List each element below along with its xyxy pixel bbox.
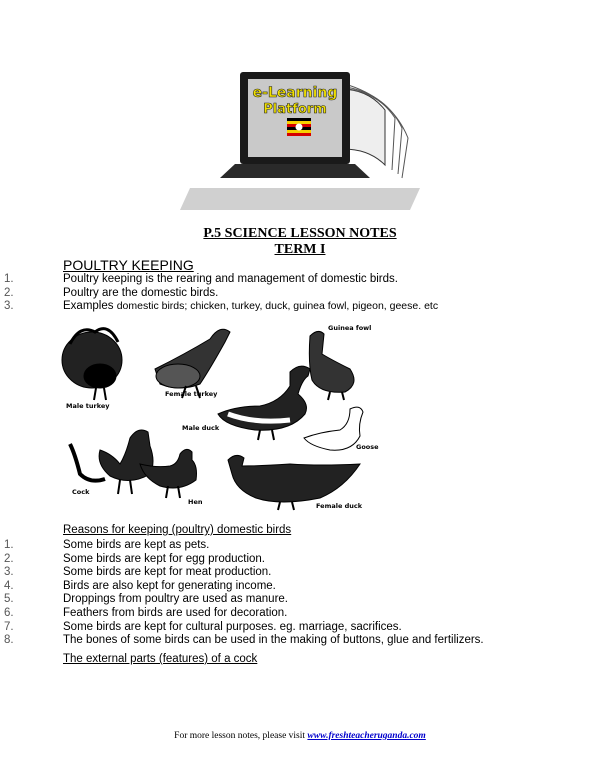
- goose-figure: [304, 407, 363, 450]
- list-item: 6. Feathers from birds are used for decoration.: [4, 606, 288, 619]
- list-item: 2. Poultry are the domestic birds.: [4, 286, 219, 299]
- list-item: 1. Poultry keeping is the rearing and management of domestic birds.: [4, 273, 398, 285]
- list-item: 2. Some birds are kept for egg production.: [4, 552, 266, 565]
- list-item: 4. Birds are also kept for generating income.: [4, 579, 276, 592]
- list-item: 1. Some birds are kept as pets.: [4, 539, 210, 551]
- list-item: 7. Some birds are kept for cultural purposes. eg. marriage, sacrifices.: [4, 620, 402, 633]
- list-item: 5. Droppings from poultry are used as manure.: [4, 593, 288, 606]
- domestic-birds-illustration: [60, 314, 380, 516]
- female-turkey-figure: [155, 329, 230, 398]
- list-item: 3. Some birds are kept for meat production.: [4, 566, 272, 579]
- label-male-turkey: Male turkey: [66, 402, 110, 410]
- label-hen: Hen: [188, 498, 203, 506]
- reasons-heading: Reasons for keeping (poultry) domestic birds: [63, 524, 292, 536]
- label-cock: Cock: [72, 488, 90, 496]
- external-parts-heading: The external parts (features) of a cock: [63, 653, 258, 665]
- cock-figure: [70, 430, 153, 494]
- guinea-fowl-figure: [309, 331, 354, 400]
- uganda-flag-icon: [287, 118, 311, 136]
- section-heading: POULTRY KEEPING: [63, 257, 194, 273]
- label-female-turkey: Female turkey: [165, 390, 218, 398]
- e-learning-platform-logo: [180, 70, 420, 220]
- page-subtitle: TERM I: [274, 242, 326, 257]
- footer-text: For more lesson notes, please visit: [174, 731, 308, 741]
- male-duck-figure: [218, 366, 310, 440]
- list-item: 8. The bones of some birds can be used in the making of buttons, glue and fertilizers.: [4, 634, 484, 647]
- page-title: P.5 SCIENCE LESSON NOTES: [203, 226, 397, 241]
- footer-link[interactable]: www.freshteacheruganda.com: [307, 731, 426, 741]
- list-item: 3. Examples domestic birds; chicken, turkey, duck, guinea fowl, pigeon, geese. etc: [4, 300, 439, 313]
- logo-line1: e-Learning: [252, 85, 338, 101]
- label-goose: Goose: [356, 443, 379, 451]
- label-female-duck: Female duck: [316, 502, 363, 510]
- footer: [0, 731, 600, 741]
- intro-list: [0, 273, 600, 314]
- reasons-list: [0, 539, 600, 648]
- male-turkey-figure: [62, 329, 122, 400]
- label-guinea-fowl: Guinea fowl: [328, 324, 372, 332]
- logo-line2: Platform: [263, 102, 327, 117]
- label-male-duck: Male duck: [182, 424, 220, 432]
